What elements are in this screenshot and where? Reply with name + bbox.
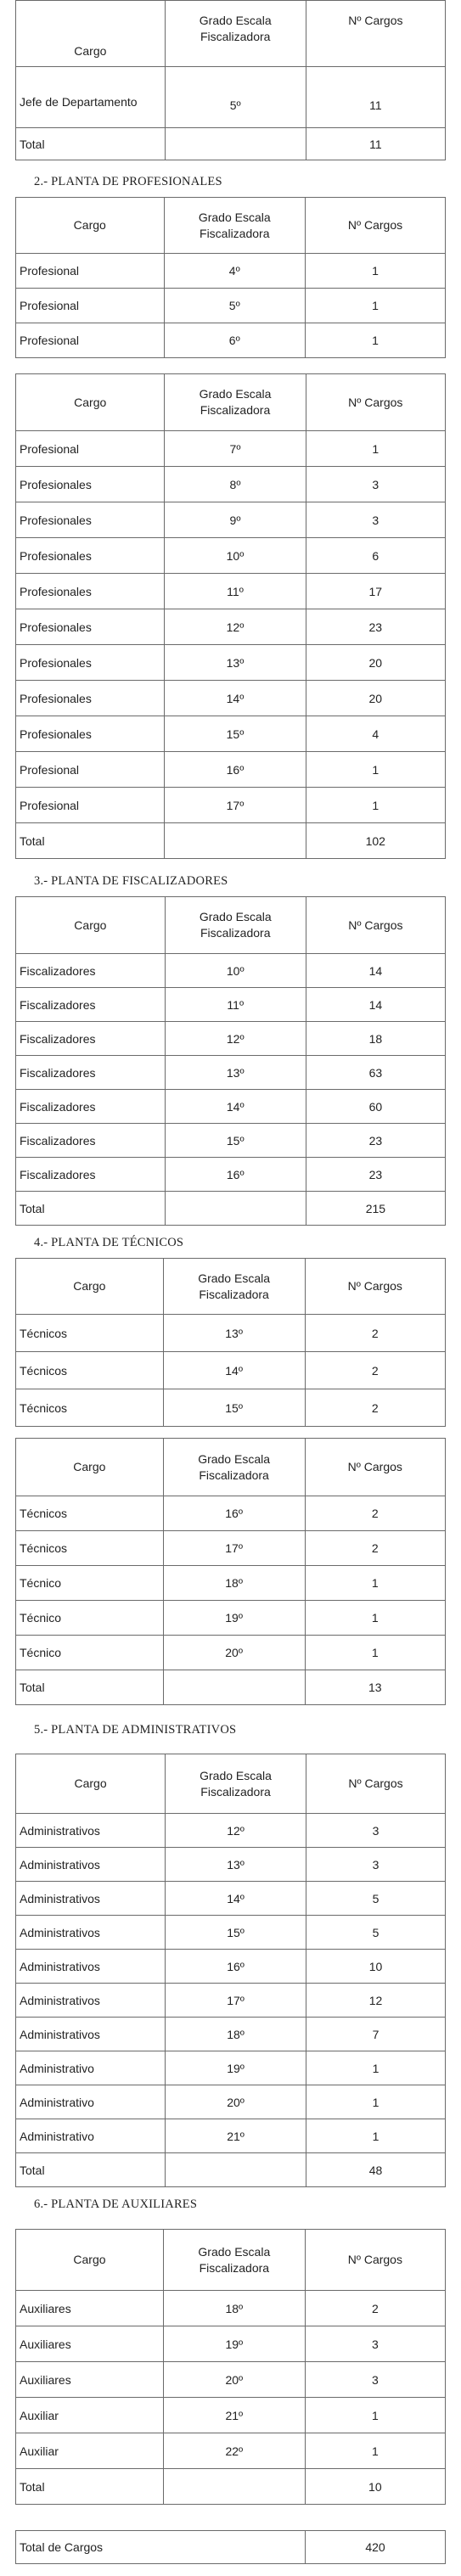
header-grado: Grado Escala Fiscalizadora xyxy=(165,374,306,431)
cell-grado: 9º xyxy=(165,502,306,538)
cell-num: 23 xyxy=(306,1124,445,1158)
total-label: Total xyxy=(16,128,166,160)
cell-grado: 15º xyxy=(165,1124,306,1158)
cell-grado: 11º xyxy=(165,988,306,1022)
total-label: Total xyxy=(16,823,165,859)
cell-cargo: Fiscalizadores xyxy=(16,1158,166,1192)
cell-grado: 17º xyxy=(163,1531,305,1566)
table-row xyxy=(16,2362,446,2398)
cell-num: 1 xyxy=(306,254,446,289)
cell-cargo: Técnico xyxy=(16,1601,164,1636)
cell-num: 60 xyxy=(306,1090,445,1124)
cell-cargo: Auxiliar xyxy=(16,2433,164,2469)
total-value: 102 xyxy=(306,823,445,859)
grand-total-value: 420 xyxy=(306,2531,446,2564)
cell-num: 1 xyxy=(306,431,445,467)
cell-grado: 14º xyxy=(165,1090,306,1124)
cell-cargo: Técnicos xyxy=(16,1315,164,1352)
cell-cargo: Profesional xyxy=(16,254,165,289)
table-row xyxy=(16,1848,446,1882)
cell-num: 14 xyxy=(306,954,445,988)
cell-grado: 18º xyxy=(163,1566,305,1601)
header-cargo: Cargo xyxy=(16,1259,164,1315)
table-row xyxy=(16,1531,446,1566)
cell-num: 20 xyxy=(306,645,445,681)
table-row xyxy=(16,1389,446,1427)
cell-grado: 10º xyxy=(165,538,306,574)
cell-grado: 6º xyxy=(164,323,306,358)
cell-num: 11 xyxy=(306,67,445,128)
cell-cargo: Administrativos xyxy=(16,1882,166,1916)
cell-num: 2 xyxy=(305,1389,445,1427)
table-row xyxy=(16,431,446,467)
cell-grado: 17º xyxy=(165,788,306,823)
section-title-administrativos: 5.- PLANTA DE ADMINISTRATIVOS xyxy=(34,1723,237,1737)
cell-grado: 15º xyxy=(163,1389,305,1427)
cell-num: 4 xyxy=(306,716,445,752)
cell-grado: 12º xyxy=(166,1814,306,1848)
total-value: 215 xyxy=(306,1192,445,1226)
cell-grado: 20º xyxy=(163,1636,305,1670)
cell-grado: 20º xyxy=(163,2362,305,2398)
table-row xyxy=(16,1984,446,2018)
cell-grado: 18º xyxy=(166,2018,306,2051)
table-row xyxy=(16,1601,446,1636)
cell-cargo: Fiscalizadores xyxy=(16,1090,166,1124)
cell-num: 1 xyxy=(305,1601,445,1636)
table-administrativos xyxy=(15,1754,446,2187)
cell-num: 3 xyxy=(305,2362,445,2398)
total-label: Total xyxy=(16,2153,166,2187)
table-profesionales-a xyxy=(15,197,446,358)
cell-num: 1 xyxy=(305,2398,445,2433)
cell-num: 2 xyxy=(305,1531,445,1566)
cell-grado: 18º xyxy=(163,2291,305,2326)
header-cargo: Cargo xyxy=(16,198,165,254)
cell-grado: 12º xyxy=(165,609,306,645)
cell-grado: 14º xyxy=(166,1882,306,1916)
cell-grado: 5º xyxy=(165,67,306,128)
cell-cargo: Administrativos xyxy=(16,1848,166,1882)
cell-num: 1 xyxy=(305,1636,445,1670)
cell-num: 5 xyxy=(306,1916,445,1950)
cell-grado: 10º xyxy=(165,954,306,988)
cell-cargo: Administrativos xyxy=(16,1814,166,1848)
header-num: Nº Cargos xyxy=(306,198,446,254)
cell-cargo: Técnicos xyxy=(16,1496,164,1531)
table-row xyxy=(16,2018,446,2051)
cell-grado: 16º xyxy=(163,1496,305,1531)
table-row xyxy=(16,2433,446,2469)
section-title-profesionales: 2.- PLANTA DE PROFESIONALES xyxy=(34,175,222,188)
header-num: Nº Cargos xyxy=(305,2230,445,2291)
cell-num: 14 xyxy=(306,988,445,1022)
cell-cargo: Administrativo xyxy=(16,2085,166,2119)
cell-num: 17 xyxy=(306,574,445,609)
table-row xyxy=(16,752,446,788)
cell-grado: 15º xyxy=(165,716,306,752)
cell-cargo: Auxiliares xyxy=(16,2362,164,2398)
cell-grado: 21º xyxy=(163,2398,305,2433)
table-grand-total xyxy=(15,2530,446,2564)
table-row xyxy=(16,1566,446,1601)
cell-cargo: Técnicos xyxy=(16,1531,164,1566)
table-row xyxy=(16,502,446,538)
header-num: Nº Cargos xyxy=(306,374,445,431)
cell-num: 12 xyxy=(306,1984,445,2018)
cell-cargo: Profesionales xyxy=(16,574,165,609)
header-grado: Grado Escala Fiscalizadora xyxy=(165,897,306,954)
cell-num: 1 xyxy=(306,2119,445,2153)
cell-num: 1 xyxy=(305,2433,445,2469)
table-row xyxy=(16,2119,446,2153)
total-label: Total xyxy=(16,1670,164,1705)
cell-cargo: Profesional xyxy=(16,788,165,823)
cell-cargo: Profesionales xyxy=(16,645,165,681)
table-profesionales-b xyxy=(15,373,446,859)
header-cargo: Cargo xyxy=(16,897,166,954)
header-num: Nº Cargos xyxy=(306,1,445,67)
table-row xyxy=(16,609,446,645)
cell-cargo: Fiscalizadores xyxy=(16,1056,166,1090)
table-row xyxy=(16,954,446,988)
section-title-fiscalizadores: 3.- PLANTA DE FISCALIZADORES xyxy=(34,874,228,888)
grand-total-label: Total de Cargos xyxy=(16,2531,306,2564)
cell-num: 2 xyxy=(305,1496,445,1531)
cell-cargo: Fiscalizadores xyxy=(16,954,166,988)
table-row xyxy=(16,1022,446,1056)
table-row xyxy=(16,716,446,752)
header-cargo: Cargo xyxy=(16,1439,164,1496)
cell-cargo: Administrativos xyxy=(16,1916,166,1950)
table-row xyxy=(16,538,446,574)
cell-grado: 15º xyxy=(166,1916,306,1950)
table-row xyxy=(16,1916,446,1950)
total-value: 48 xyxy=(306,2153,445,2187)
cell-cargo: Administrativo xyxy=(16,2119,166,2153)
cell-num: 1 xyxy=(306,788,445,823)
cell-cargo: Profesional xyxy=(16,431,165,467)
cell-num: 5 xyxy=(306,1882,445,1916)
table-row xyxy=(16,67,446,128)
cell-grado: 16º xyxy=(165,1158,306,1192)
cell-num: 1 xyxy=(306,2051,445,2085)
table-row xyxy=(16,2085,446,2119)
header-grado: Grado Escala Fiscalizadora xyxy=(163,1259,305,1315)
header-grado: Grado Escala Fiscalizadora xyxy=(163,2230,305,2291)
table-row xyxy=(16,2326,446,2362)
cell-grado: 19º xyxy=(163,1601,305,1636)
header-num: Nº Cargos xyxy=(306,897,445,954)
cell-grado: 16º xyxy=(166,1950,306,1984)
table-row xyxy=(16,574,446,609)
table-row xyxy=(16,1056,446,1090)
cell-cargo: Profesionales xyxy=(16,716,165,752)
cell-num: 20 xyxy=(306,681,445,716)
cell-grado: 8º xyxy=(165,467,306,502)
cell-num: 6 xyxy=(306,538,445,574)
table-row xyxy=(16,1950,446,1984)
table-tecnicos-a xyxy=(15,1258,446,1427)
table-row xyxy=(16,254,446,289)
table-row xyxy=(16,1158,446,1192)
cell-num: 3 xyxy=(306,1814,445,1848)
header-num: Nº Cargos xyxy=(305,1439,445,1496)
header-grado: Grado Escala Fiscalizadora xyxy=(165,1,306,67)
table-row xyxy=(16,988,446,1022)
header-grado: Grado Escala Fiscalizadora xyxy=(164,198,306,254)
table-row xyxy=(16,1814,446,1848)
cell-num: 3 xyxy=(306,467,445,502)
section-title-tecnicos: 4.- PLANTA DE TÉCNICOS xyxy=(34,1236,184,1249)
cell-grado: 13º xyxy=(165,1056,306,1090)
table-row xyxy=(16,467,446,502)
total-label: Total xyxy=(16,1192,166,1226)
cell-cargo: Jefe de Departamento xyxy=(16,67,166,128)
total-value: 10 xyxy=(305,2469,445,2505)
cell-cargo: Técnicos xyxy=(16,1389,164,1427)
header-num: Nº Cargos xyxy=(306,1754,445,1814)
cell-grado: 14º xyxy=(163,1352,305,1389)
table-row xyxy=(16,1636,446,1670)
cell-grado: 4º xyxy=(164,254,306,289)
header-cargo: Cargo xyxy=(16,2230,164,2291)
table-tecnicos-b xyxy=(15,1438,446,1705)
cell-grado: 17º xyxy=(166,1984,306,2018)
cell-cargo: Profesionales xyxy=(16,467,165,502)
table-row xyxy=(16,1352,446,1389)
cell-grado: 12º xyxy=(165,1022,306,1056)
cell-cargo: Auxiliares xyxy=(16,2326,164,2362)
table-row xyxy=(16,2398,446,2433)
cell-grado: 5º xyxy=(164,289,306,323)
cell-grado: 19º xyxy=(166,2051,306,2085)
cell-num: 1 xyxy=(305,1566,445,1601)
table-row xyxy=(16,1315,446,1352)
cell-cargo: Administrativos xyxy=(16,1950,166,1984)
cell-num: 63 xyxy=(306,1056,445,1090)
table-row xyxy=(16,323,446,358)
table-fiscalizadores xyxy=(15,896,446,1226)
header-num: Nº Cargos xyxy=(305,1259,445,1315)
total-row xyxy=(16,1670,446,1705)
total-value: 11 xyxy=(306,128,445,160)
cell-num: 23 xyxy=(306,1158,445,1192)
cell-grado: 13º xyxy=(165,645,306,681)
total-row xyxy=(16,2153,446,2187)
cell-cargo: Auxiliar xyxy=(16,2398,164,2433)
header-grado: Grado Escala Fiscalizadora xyxy=(163,1439,305,1496)
cell-num: 1 xyxy=(306,323,446,358)
total-row xyxy=(16,823,446,859)
table-row xyxy=(16,645,446,681)
cell-grado: 7º xyxy=(165,431,306,467)
total-value: 13 xyxy=(305,1670,445,1705)
cell-cargo: Técnico xyxy=(16,1566,164,1601)
table-jefes xyxy=(15,0,446,160)
header-cargo: Cargo xyxy=(16,374,165,431)
cell-cargo: Administrativos xyxy=(16,1984,166,2018)
header-cargo: Cargo xyxy=(16,1754,166,1814)
table-row xyxy=(16,1882,446,1916)
cell-grado: 19º xyxy=(163,2326,305,2362)
section-title-auxiliares: 6.- PLANTA DE AUXILIARES xyxy=(34,2197,198,2211)
table-row xyxy=(16,1496,446,1531)
cell-num: 2 xyxy=(305,2291,445,2326)
cell-num: 2 xyxy=(305,1352,445,1389)
cell-num: 1 xyxy=(306,289,446,323)
header-grado: Grado Escala Fiscalizadora xyxy=(166,1754,306,1814)
cell-cargo: Técnico xyxy=(16,1636,164,1670)
cell-num: 10 xyxy=(306,1950,445,1984)
cell-grado: 21º xyxy=(166,2119,306,2153)
cell-cargo: Auxiliares xyxy=(16,2291,164,2326)
total-row xyxy=(16,128,446,160)
cell-grado: 13º xyxy=(163,1315,305,1352)
total-label: Total xyxy=(16,2469,164,2505)
grand-total-row xyxy=(16,2531,446,2564)
cell-num: 2 xyxy=(305,1315,445,1352)
cell-num: 3 xyxy=(306,502,445,538)
cell-grado: 16º xyxy=(165,752,306,788)
cell-cargo: Administrativo xyxy=(16,2051,166,2085)
cell-num: 18 xyxy=(306,1022,445,1056)
table-row xyxy=(16,2291,446,2326)
cell-num: 1 xyxy=(306,2085,445,2119)
cell-cargo: Profesional xyxy=(16,752,165,788)
table-row xyxy=(16,681,446,716)
cell-grado: 11º xyxy=(165,574,306,609)
cell-grado: 13º xyxy=(166,1848,306,1882)
cell-num: 3 xyxy=(306,1848,445,1882)
cell-grado: 22º xyxy=(163,2433,305,2469)
cell-cargo: Profesional xyxy=(16,289,165,323)
cell-grado: 14º xyxy=(165,681,306,716)
cell-cargo: Administrativos xyxy=(16,2018,166,2051)
cell-grado: 20º xyxy=(166,2085,306,2119)
cell-cargo: Profesionales xyxy=(16,502,165,538)
cell-cargo: Profesionales xyxy=(16,681,165,716)
cell-cargo: Profesionales xyxy=(16,609,165,645)
header-cargo: Cargo xyxy=(16,1,166,67)
table-row xyxy=(16,1124,446,1158)
cell-num: 3 xyxy=(305,2326,445,2362)
total-row xyxy=(16,1192,446,1226)
cell-cargo: Técnicos xyxy=(16,1352,164,1389)
table-row xyxy=(16,1090,446,1124)
cell-num: 1 xyxy=(306,752,445,788)
table-auxiliares xyxy=(15,2229,446,2505)
cell-cargo: Fiscalizadores xyxy=(16,1124,166,1158)
table-row xyxy=(16,2051,446,2085)
cell-cargo: Profesional xyxy=(16,323,165,358)
cell-num: 23 xyxy=(306,609,445,645)
cell-cargo: Fiscalizadores xyxy=(16,1022,166,1056)
cell-cargo: Profesionales xyxy=(16,538,165,574)
table-row xyxy=(16,788,446,823)
total-row xyxy=(16,2469,446,2505)
table-row xyxy=(16,289,446,323)
cell-num: 7 xyxy=(306,2018,445,2051)
cell-cargo: Fiscalizadores xyxy=(16,988,166,1022)
